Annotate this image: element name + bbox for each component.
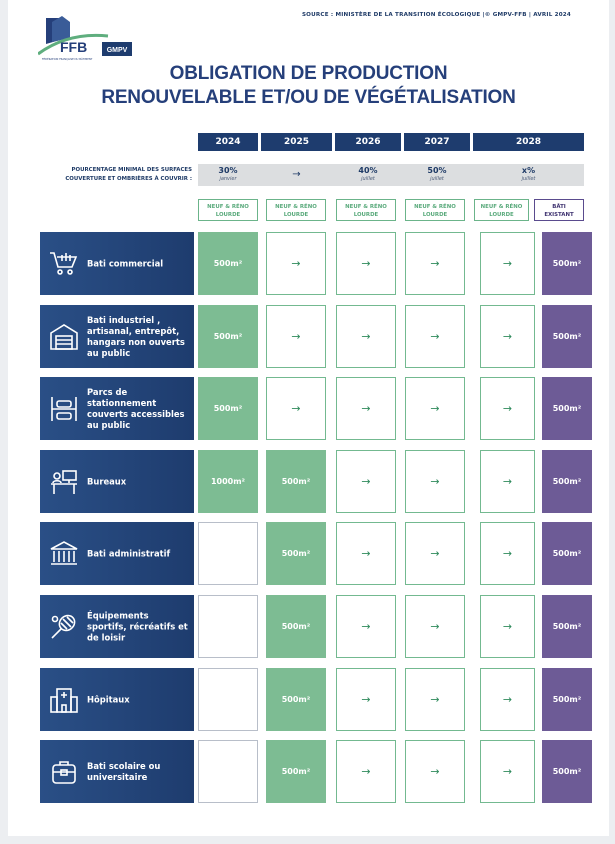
table-cell: 500m² [542,668,592,731]
arrow-right-icon: → [336,522,396,585]
arrow-right-icon: → [480,522,535,585]
arrow-right-icon: → [480,232,535,295]
col-head-2027: NEUF & RÉNO LOURDE [405,199,465,221]
percent-value: 30% [218,166,238,175]
arrow-right-icon: → [480,377,535,440]
row-label [40,740,194,803]
percent-2025 [261,164,332,186]
arrow-right-icon: → [480,450,535,513]
arrow-right-icon: → [266,232,326,295]
arrow-right-icon: → [336,232,396,295]
percent-date: juillet [521,176,536,182]
table-cell: 500m² [542,377,592,440]
row-label-text: Équipements sportifs, récréatifs et de loisir [87,610,188,642]
row-label [40,668,194,731]
table-cell: 500m² [266,450,326,513]
arrow-right-icon: → [405,595,465,658]
logo-sub-text: FÉDÉRATION FRANÇAISE DU BÂTIMENT [42,58,93,61]
school-bag-icon [48,756,80,788]
arrow-right-icon: → [336,595,396,658]
source-note: SOURCE : MINISTÈRE DE LA TRANSITION ÉCOLOGIQUE |© GMPV-FFB | AVRIL 2024 [301,12,571,18]
arrow-right-icon: → [405,668,465,731]
arrow-right-icon: → [480,595,535,658]
row-label-text: Bureaux [87,476,127,486]
row-label [40,595,194,658]
percent-label: POURCENTAGE MINIMAL DES SURFACES COUVERTURE ET OMBRIÈRES À COUVRIR : [65,167,192,182]
table-cell: 500m² [198,305,258,368]
tennis-racket-icon [48,611,80,643]
arrow-right-icon: → [336,305,396,368]
row-label-text: Hôpitaux [87,694,130,704]
arrow-right-icon: → [266,305,326,368]
table-cell [198,522,258,585]
hospital-icon [48,684,80,716]
row-label [40,450,194,513]
arrow-right-icon: → [480,668,535,731]
percent-value: 40% [358,166,378,175]
percent-2028 [473,164,584,186]
table-cell: 500m² [198,232,258,295]
row-label-text: Bati industriel , artisanal, entrepôt, hangars non ouverts au public [87,314,185,358]
arrow-right-icon: → [336,450,396,513]
table-cell: 500m² [542,522,592,585]
table-cell: 1000m² [198,450,258,513]
percent-date: janvier [219,176,237,182]
percent-2027 [404,164,470,186]
table-cell: 500m² [542,740,592,803]
arrow-right-icon: → [292,169,301,180]
arrow-right-icon: → [405,740,465,803]
arrow-right-icon: → [405,232,465,295]
year-2027: 2027 [404,133,470,151]
table-cell: 500m² [198,377,258,440]
title-line-1: OBLIGATION DE PRODUCTION [169,63,448,84]
col-head-2025: NEUF & RÉNO LOURDE [266,199,326,221]
year-2028: 2028 [473,133,584,151]
parking-icon [48,393,80,425]
arrow-right-icon: → [480,740,535,803]
col-head-2028-new: NEUF & RÉNO LOURDE [474,199,529,221]
arrow-right-icon: → [405,522,465,585]
table-cell [198,595,258,658]
table-cell: 500m² [266,668,326,731]
percent-date: juillet [430,176,444,182]
row-label-text: Bati administratif [87,548,171,558]
arrow-right-icon: → [405,377,465,440]
title-line-2: RENOUVELABLE ET/OU DE VÉGÉTALISATION [101,87,516,108]
arrow-right-icon: → [405,450,465,513]
col-head-2024: NEUF & RÉNO LOURDE [198,199,258,221]
row-label [40,232,194,295]
ffb-logo-mark [38,14,148,62]
ffb-logo [38,14,148,62]
percent-value: 50% [427,166,447,175]
table-cell: 500m² [542,450,592,513]
row-label-text: Bati scolaire ou universitaire [87,760,161,782]
table-cell: 500m² [266,595,326,658]
row-label [40,522,194,585]
year-2026: 2026 [335,133,401,151]
warehouse-icon [48,321,80,353]
table-cell: 500m² [542,232,592,295]
row-label-text: Parcs de stationnement couverts accessibles au public [87,386,185,430]
logo-main-text: FFB [60,39,88,55]
year-2025: 2025 [261,133,332,151]
table-cell [198,740,258,803]
col-head-2028-existing: BÂTI EXISTANT [534,199,584,221]
table-cell [198,668,258,731]
arrow-right-icon: → [266,377,326,440]
table-cell: 500m² [542,305,592,368]
office-desk-icon [48,466,80,498]
arrow-right-icon: → [480,305,535,368]
percent-value: x% [521,166,536,175]
table-cell: 500m² [266,740,326,803]
row-label-text: Bati commercial [87,258,164,268]
table-cell: 500m² [542,595,592,658]
arrow-right-icon: → [336,740,396,803]
document-page [8,0,609,836]
table-cell: 500m² [266,522,326,585]
arrow-right-icon: → [405,305,465,368]
percent-2026 [335,164,401,186]
arrow-right-icon: → [336,377,396,440]
logo-badge-text: GMPV [106,47,128,54]
shopping-cart-icon [48,248,80,280]
row-label [40,377,194,440]
year-2024: 2024 [198,133,258,151]
government-building-icon [48,538,80,570]
percent-date: juillet [361,176,375,182]
col-head-2026: NEUF & RÉNO LOURDE [336,199,396,221]
arrow-right-icon: → [336,668,396,731]
row-label [40,305,194,368]
percent-2024 [198,164,258,186]
